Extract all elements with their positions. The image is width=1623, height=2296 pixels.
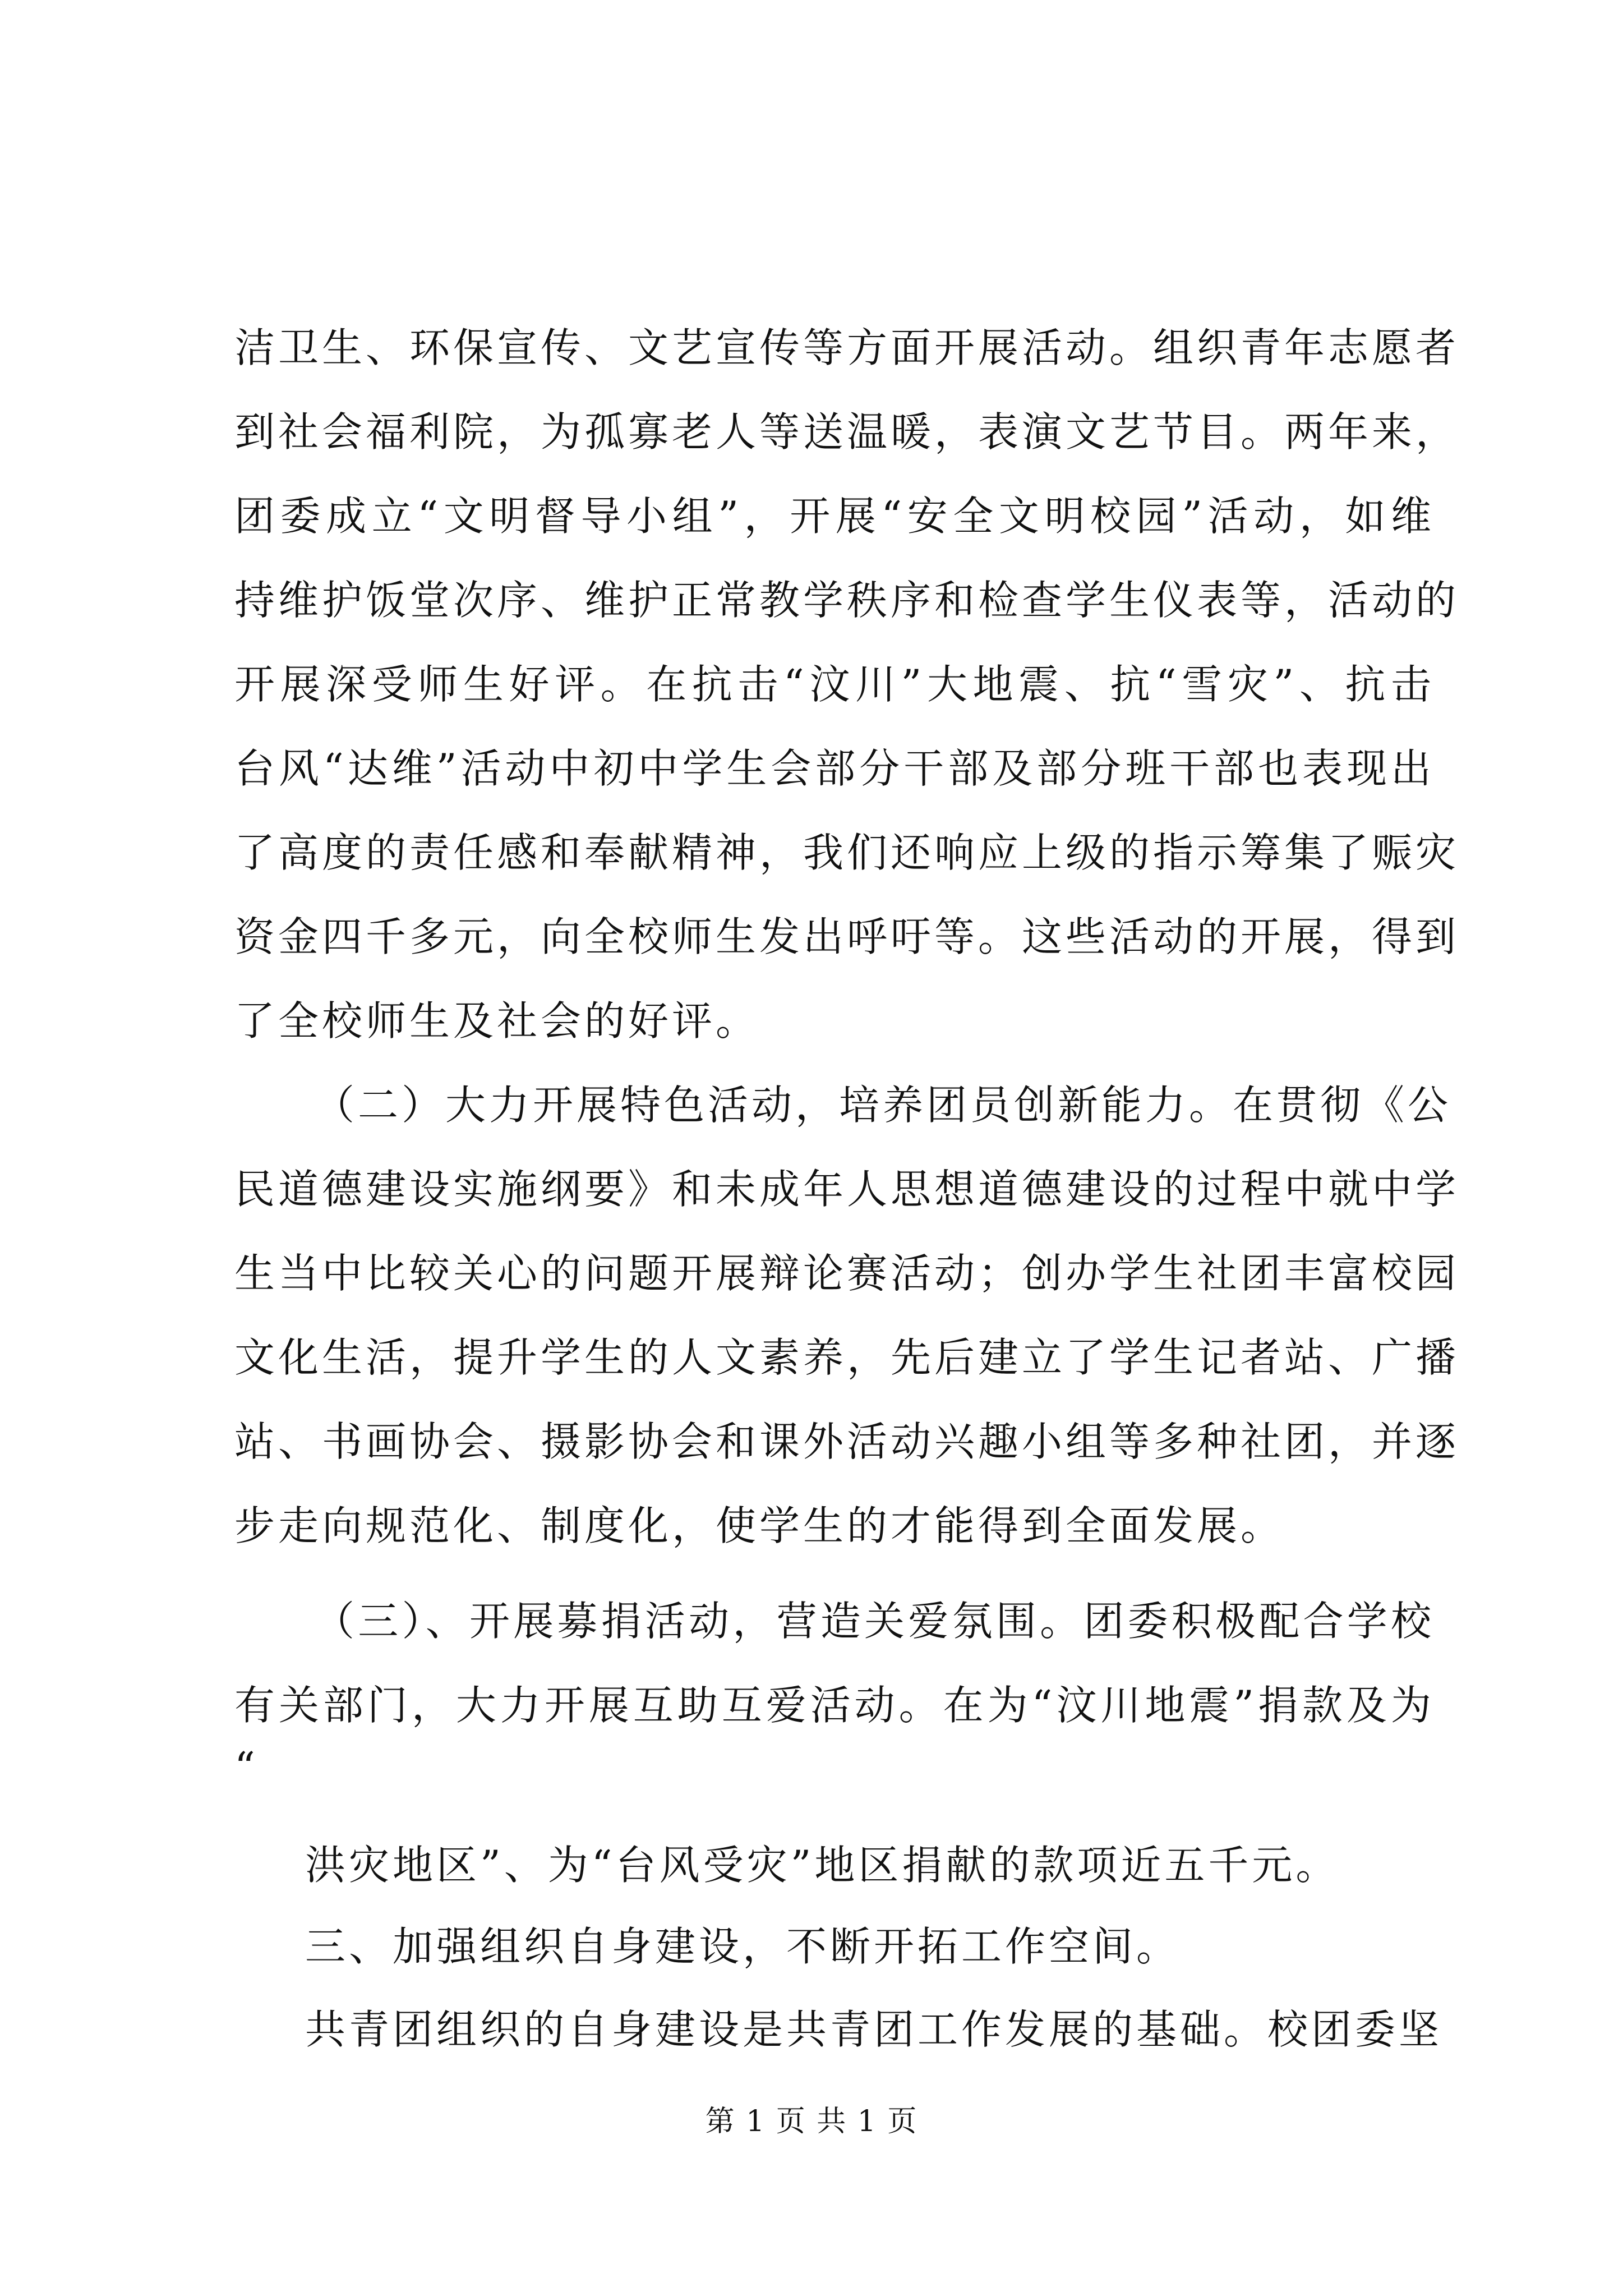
paragraph-line: 有关部门，大力开展互助互爱活动。在为“汶川地震”捐款及为: [234, 1682, 1435, 1729]
paragraph-line: “: [234, 1743, 259, 1791]
paragraph-line: 步走向规范化、制度化，使学生的才能得到全面发展。: [234, 1502, 1285, 1549]
section-heading-line: 三、加强组织自身建设，不断开拓工作空间。: [305, 1923, 1181, 1970]
paragraph-line: 了高度的责任感和奉献精神，我们还响应上级的指示筹集了赈灾: [234, 829, 1460, 876]
paragraph-line: 开展深受师生好评。在抗击“汶川”大地震、抗“雪灾”、抗击: [234, 661, 1435, 708]
paragraph-line: 生当中比较关心的问题开展辩论赛活动；创办学生社团丰富校园: [234, 1250, 1460, 1297]
paragraph-line: 持维护饭堂次序、维护正常教学秩序和检查学生仪表等，活动的: [234, 577, 1460, 624]
paragraph-line: 资金四千多元，向全校师生发出呼吁等。这些活动的开展，得到: [234, 913, 1460, 960]
paragraph-line: 台风“达维”活动中初中学生会部分干部及部分班干部也表现出: [234, 745, 1435, 792]
page-number-footer: 第 1 页 共 1 页: [705, 2105, 918, 2138]
paragraph-line: 共青团组织的自身建设是共青团工作发展的基础。校团委坚: [305, 2006, 1443, 2053]
paragraph-line: 到社会福利院，为孤寡老人等送温暖，表演文艺节目。两年来，: [234, 408, 1460, 455]
paragraph-line: 洁卫生、环保宣传、文艺宣传等方面开展活动。组织青年志愿者: [234, 324, 1460, 371]
paragraph-line: 了全校师生及社会的好评。: [234, 997, 760, 1045]
paragraph-line: 文化生活，提升学生的人文素养，先后建立了学生记者站、广播: [234, 1334, 1460, 1381]
paragraph-line: 团委成立“文明督导小组”，开展“安全文明校园”活动，如维: [234, 493, 1435, 540]
paragraph-line: 站、书画协会、摄影协会和课外活动兴趣小组等多种社团，并逐: [234, 1418, 1460, 1465]
paragraph-line: 民道德建设实施纲要》和未成年人思想道德建设的过程中就中学: [234, 1166, 1460, 1213]
section-heading-line: （二）大力开展特色活动，培养团员创新能力。在贯彻《公: [314, 1082, 1452, 1129]
section-heading-line: （三）、开展募捐活动，营造关爱氛围。团委积极配合学校: [314, 1598, 1435, 1645]
paragraph-line: 洪灾地区”、为“台风受灾”地区捐献的款项近五千元。: [305, 1842, 1340, 1889]
